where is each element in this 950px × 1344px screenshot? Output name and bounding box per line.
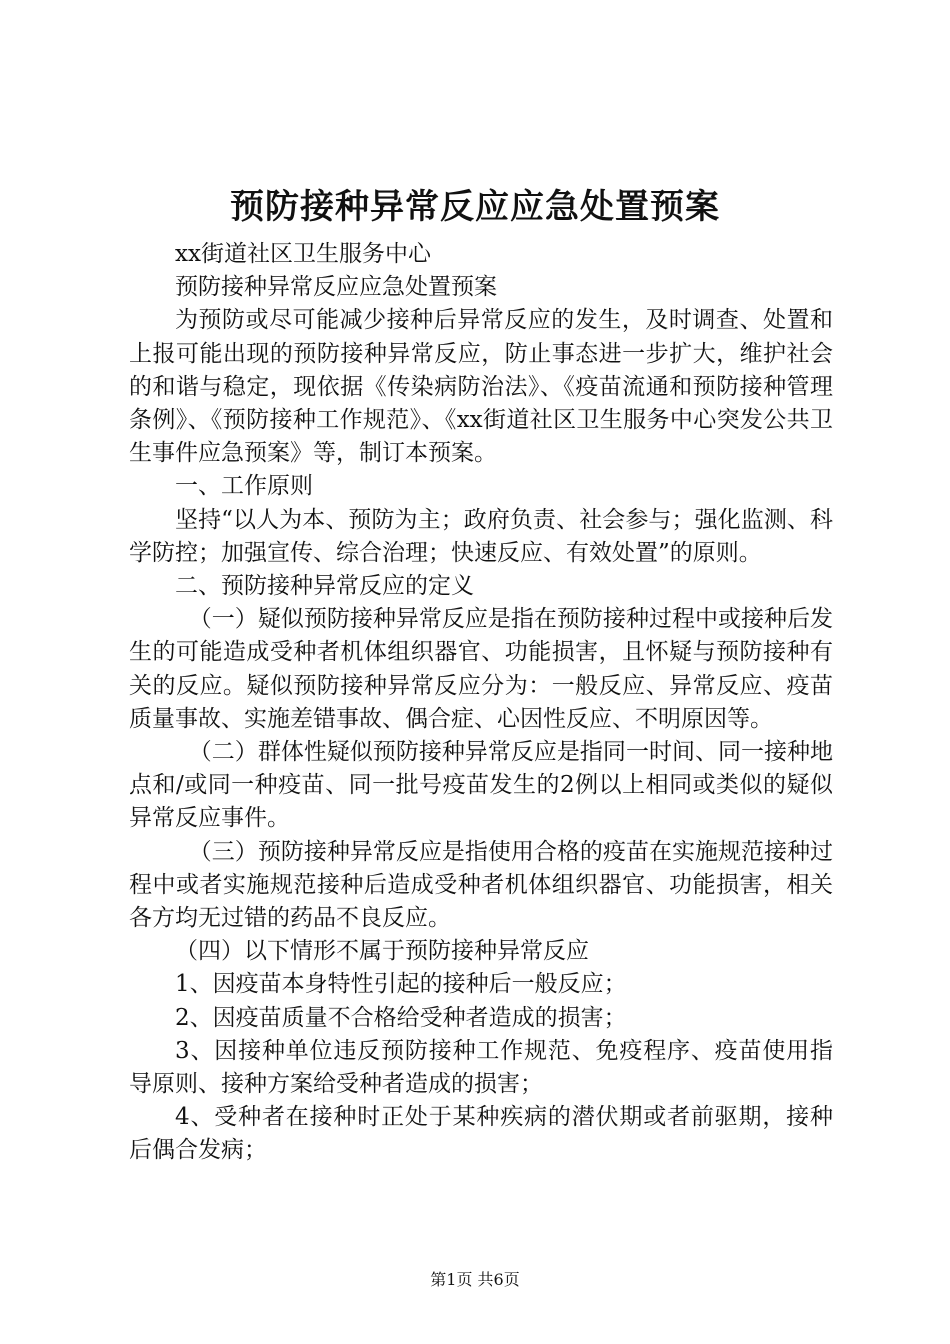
paragraph-definition-4: （四）以下情形不属于预防接种异常反应	[175, 938, 589, 965]
page-number-footer: 第1页 共6页	[430, 1270, 520, 1289]
paragraph-org: xx街道社区卫生服务中心	[175, 241, 431, 267]
document-title: 预防接种异常反应应急处置预案	[230, 187, 720, 227]
paragraph-principles: 坚持“以人为本、预防为主；政府负责、社会参与；强化监测、科学防控；加强宣传、综合治理；快速反应、有效处置”的原则。	[129, 506, 833, 566]
list-item-3: 3、因接种单位违反预防接种工作规范、免疫程序、疫苗使用指导原则、接种方案给受种者造成的损害；	[129, 1037, 833, 1098]
paragraph-definition-1: （一）疑似预防接种异常反应是指在预防接种过程中或接种后发生的可能造成受种者机体组织器官、功能损害，且怀疑与预防接种有关的反应。疑似预防接种异常反应分为：一般反应、异常反应、疫苗质量事故、实施差错事故、偶合症、心因性反应、不明原因等。	[129, 606, 833, 732]
paragraph-intro: 为预防或尽可能减少接种后异常反应的发生，及时调查、处置和上报可能出现的预防接种异常反应，防止事态进一步扩大，维护社会的和谐与稳定，现依据《传染病防治法》、《疫苗流通和预防接种管理条例》、《预防接种工作规范》、《xx街道社区卫生服务中心突发公共卫生事件应急预案》等，制订本预案。	[129, 307, 833, 467]
paragraph-subtitle: 预防接种异常反应应急处置预案	[175, 274, 497, 301]
list-item-2: 2、因疫苗质量不合格给受种者造成的损害；	[175, 1004, 627, 1031]
section-heading-definition: 二、预防接种异常反应的定义	[175, 573, 474, 600]
paragraph-definition-3: （三）预防接种异常反应是指使用合格的疫苗在实施规范接种过程中或者实施规范接种后造成受种者机体组织器官、功能损害，相关各方均无过错的药品不良反应。	[129, 838, 833, 932]
list-item-1: 1、因疫苗本身特性引起的接种后一般反应；	[175, 971, 627, 998]
section-heading-principles: 一、工作原则	[175, 473, 313, 500]
list-item-4: 4、受种者在接种时正处于某种疾病的潜伏期或者前驱期，接种后偶合发病；	[129, 1104, 833, 1164]
paragraph-definition-2: （二）群体性疑似预防接种异常反应是指同一时间、同一接种地点和/或同一种疫苗、同一批号疫苗发生的2例以上相同或类似的疑似异常反应事件。	[129, 739, 833, 832]
document-body	[129, 238, 833, 1168]
